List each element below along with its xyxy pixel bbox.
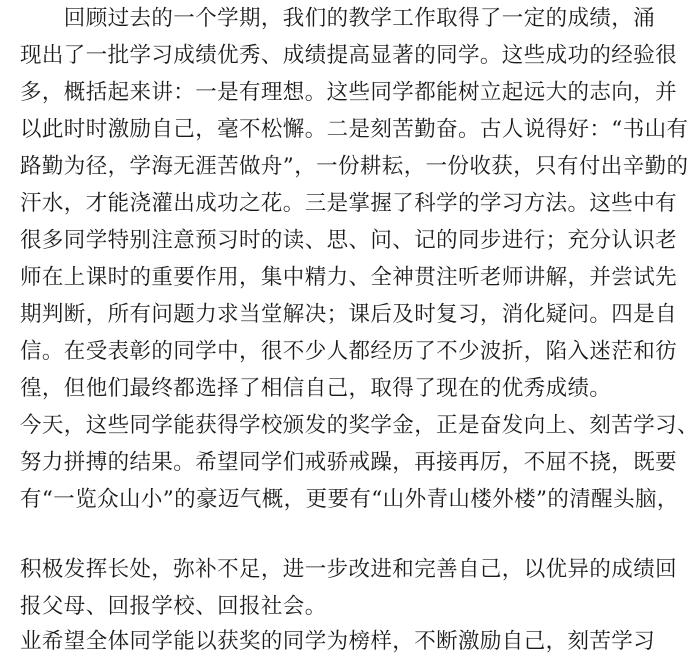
paragraph-line: 报父母、回报学校、回报社会。 (20, 594, 327, 619)
paragraph-line: 汗水，才能浇灌出成功之花。三是掌握了科学的学习方法。这些中有 (20, 191, 678, 216)
paragraph-line: 积极发挥长处，弥补不足，进一步改进和完善自己，以优异的成绩回 (20, 557, 678, 582)
paragraph-line: 有“一览众山小”的豪迈气概，更要有“山外青山楼外楼”的清醒头脑， (20, 487, 679, 512)
paragraph-line: 很多同学特别注意预习时的读、思、问、记的同步进行；充分认识老 (20, 228, 678, 253)
paragraph-line: 期判断，所有问题力求当堂解决；课后及时复习，消化疑问。四是自 (20, 302, 678, 327)
paragraph-line-cut-off: 业希望全体同学能以获奖的同学为榜样，不断激励自己，刻苦学习 (20, 629, 656, 654)
paragraph-line: 徨，但他们最终都选择了相信自己，取得了现在的优秀成绩。 (20, 376, 612, 401)
paragraph-line: 现出了一批学习成绩优秀、成绩提高显著的同学。这些成功的经验很 (20, 43, 678, 68)
paragraph-line: 路勤为径，学海无涯苦做舟”，一份耕耘，一份收获，只有付出辛勤的 (20, 154, 689, 179)
paragraph-line: 多，概括起来讲：一是有理想。这些同学都能树立起远大的志向，并 (20, 80, 678, 105)
paragraph-line: 今天，这些同学能获得学校颁发的奖学金，正是奋发向上、刻苦学习、 (20, 413, 699, 438)
paragraph-line: 以此时时激励自己，毫不松懈。二是刻苦勤奋。古人说得好：“书山有 (20, 117, 689, 142)
paragraph-line: 信。在受表彰的同学中，很不少人都经历了不少波折，陷入迷茫和彷 (20, 339, 678, 364)
paragraph-line: 师在上课时的重要作用，集中精力、全神贯注听老师讲解，并尝试先 (20, 265, 678, 290)
paragraph-line: 回顾过去的一个学期，我们的教学工作取得了一定的成绩，涌 (20, 6, 656, 31)
paragraph-line: 努力拼搏的结果。希望同学们戒骄戒躁，再接再厉，不屈不挠，既要 (20, 450, 678, 475)
